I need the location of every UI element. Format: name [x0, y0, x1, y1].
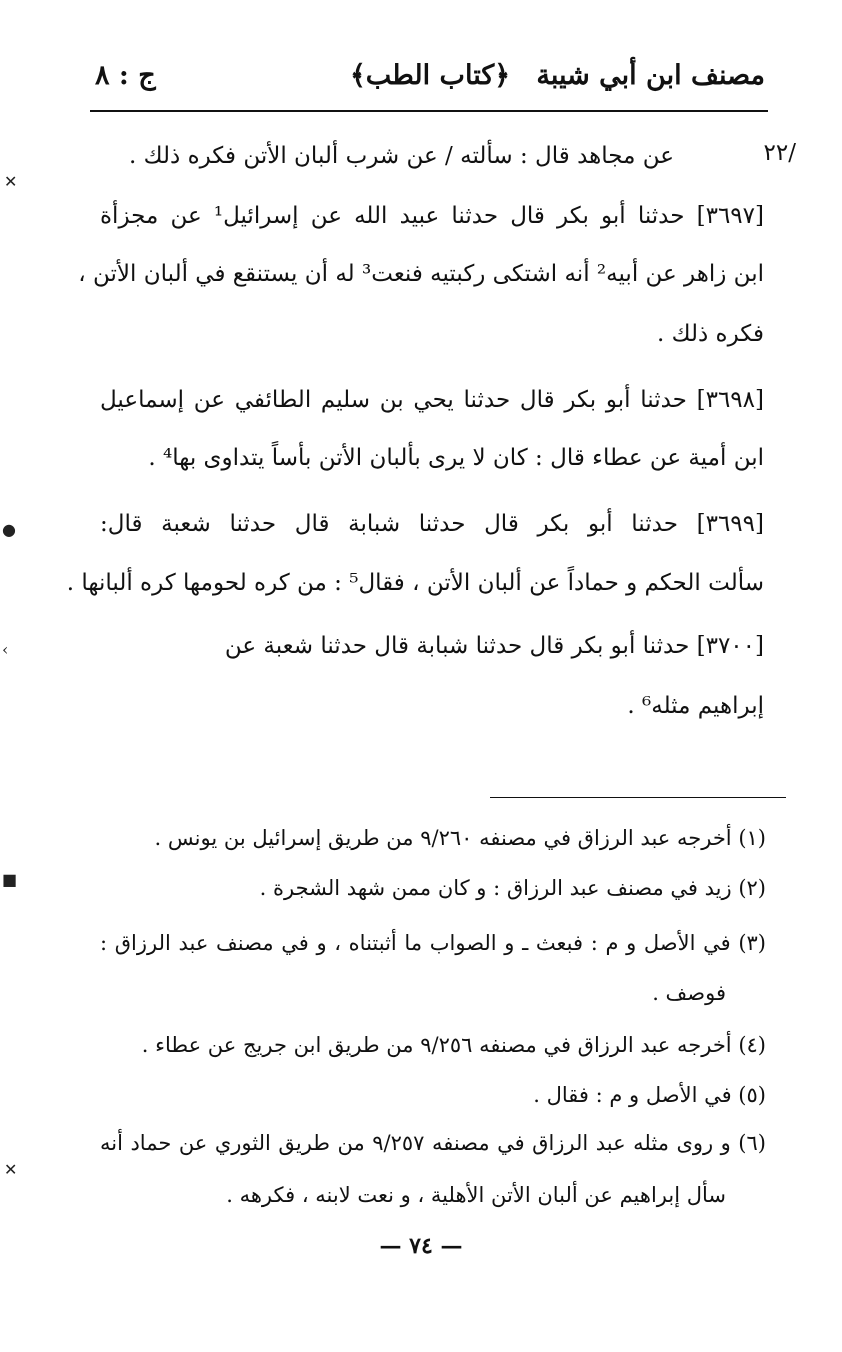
- footnote-1: (١) أخرجه عبد الرزاق في مصنفه ٩/٢٦٠ من طريق إسرائيل بن يونس .: [154, 826, 766, 850]
- header-rule: [90, 110, 768, 112]
- margin-dot: ●: [2, 520, 16, 539]
- footnote-3-continued: فوصف .: [652, 981, 726, 1005]
- page-number: — ٧٤ —: [379, 1233, 463, 1259]
- footnote-3: (٣) في الأصل و م : فبعث ـ و الصواب ما أثبتناه ، و في مصنف عبد الرزاق :: [100, 931, 766, 955]
- hadith-3697-line-1: [٣٦٩٧] حدثنا أبو بكر قال حدثنا عبيد الله عن إسرائيل¹ عن مجزأة: [100, 203, 764, 229]
- margin-mark: ✕: [4, 172, 18, 191]
- hadith-3697-line-3: فكره ذلك .: [656, 321, 764, 347]
- text-line: عن مجاهد قال : سألته / عن شرب ألبان الأتن فكره ذلك .: [129, 143, 674, 169]
- footnote-4: (٤) أخرجه عبد الرزاق في مصنفه ٩/٢٥٦ من طريق ابن جريج عن عطاء .: [141, 1033, 766, 1057]
- hadith-3699-line-1: [٣٦٩٩] حدثنا أبو بكر قال حدثنا شبابة قال حدثنا شعبة قال:: [100, 511, 764, 537]
- footnote-6-continued: سأل إبراهيم عن ألبان الأتن الأهلية ، و نعت لابنه ، فكرهه .: [226, 1183, 726, 1207]
- manuscript-folio-marker: ٢٢/: [763, 140, 796, 166]
- footnote-5: (٥) في الأصل و م : فقال .: [533, 1083, 766, 1107]
- footnote-2: (٢) زيد في مصنف عبد الرزاق : و كان ممن شهد الشجرة .: [259, 876, 766, 900]
- book-title: مصنف ابن أبي شيبة: [536, 60, 765, 91]
- hadith-3698-line-1: [٣٦٩٨] حدثنا أبو بكر قال حدثنا يحي بن سليم الطائفي عن إسماعيل: [100, 387, 764, 413]
- hadith-3700-line-1: [٣٧٠٠] حدثنا أبو بكر قال حدثنا شبابة قال حدثنا شعبة عن: [224, 633, 764, 659]
- footnote-rule: [490, 797, 786, 798]
- margin-dot: ■: [2, 870, 18, 889]
- hadith-3700-line-2: إبراهيم مثله⁶ .: [627, 693, 764, 719]
- chapter-title: ﴿كتاب الطب﴾: [349, 60, 511, 91]
- volume-number: ج : ٨: [95, 60, 156, 91]
- running-header: [95, 60, 765, 110]
- hadith-3698-line-2: ابن أمية عن عطاء قال : كان لا يرى بألبان الأتن بأساً يتداوى بها⁴ .: [148, 445, 764, 471]
- hadith-3697-line-2: ابن زاهر عن أبيه² أنه اشتكى ركبتيه فنعت³ له أن يستنقع في ألبان الأتن ،: [78, 261, 764, 287]
- margin-mark: ‹: [2, 640, 9, 659]
- hadith-3699-line-2: سألت الحكم و حماداً عن ألبان الأتن ، فقال⁵ : من كره لحومها كره ألبانها .: [66, 570, 764, 596]
- margin-mark: ✕: [4, 1160, 18, 1179]
- footnote-6: (٦) و روى مثله عبد الرزاق في مصنفه ٩/٢٥٧ من طريق الثوري عن حماد أنه: [100, 1131, 766, 1155]
